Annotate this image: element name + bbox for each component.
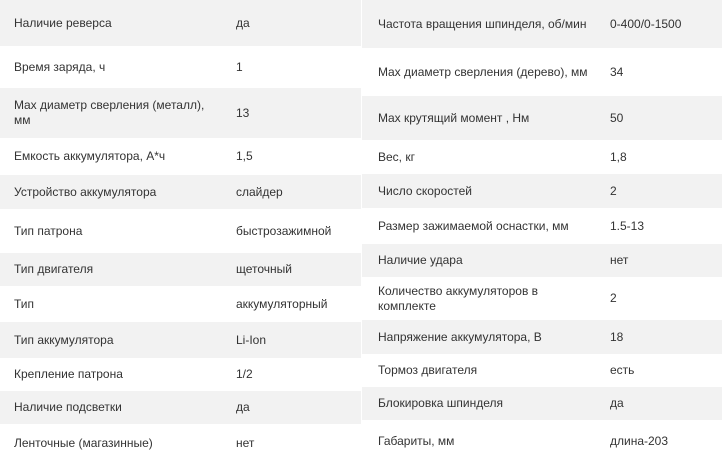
table-row — [0, 209, 361, 253]
table-row — [0, 138, 361, 175]
spec-label: Тормоз двигателя — [378, 363, 478, 377]
spec-label: Число скоростей — [378, 183, 472, 198]
table-row — [0, 424, 361, 462]
spec-label: Наличие удара — [378, 253, 463, 267]
table-row — [362, 174, 722, 208]
table-row — [362, 244, 722, 277]
spec-label: Max крутящий момент , Нм — [378, 110, 530, 125]
spec-label: Габариты, мм — [378, 433, 455, 448]
spec-label: Ленточные (магазинные) — [14, 435, 153, 450]
spec-value: 1,5 — [236, 149, 253, 163]
spec-label: Частота вращения шпинделя, об/мин — [378, 16, 587, 31]
spec-label: Количество аккумуляторов в комплекте — [378, 283, 539, 313]
table-row — [362, 140, 722, 174]
spec-label: Время заряда, ч — [14, 59, 106, 74]
table-row — [0, 88, 361, 138]
table-row — [362, 420, 722, 462]
spec-value: 1,8 — [610, 149, 627, 164]
spec-label: Наличие подсветки — [14, 400, 122, 414]
table-row — [0, 322, 361, 358]
table-row — [362, 0, 722, 48]
table-row — [0, 391, 361, 424]
spec-value: щеточный — [236, 262, 292, 276]
spec-value: нет — [236, 435, 255, 450]
spec-value: 1/2 — [236, 367, 253, 381]
table-row — [0, 286, 361, 322]
spec-label: Крепление патрона — [14, 367, 123, 381]
spec-value: 50 — [610, 110, 624, 125]
spec-value: 1.5-13 — [610, 218, 645, 233]
spec-value: да — [236, 400, 250, 414]
spec-value: Li-Ion — [236, 332, 267, 347]
spec-label: Емкость аккумулятора, А*ч — [14, 149, 166, 163]
spec-value: есть — [610, 363, 635, 377]
table-row — [0, 358, 361, 391]
spec-label: Напряжение аккумулятора, В — [378, 329, 542, 344]
spec-value: быстрозажимной — [236, 223, 332, 238]
spec-value: да — [236, 15, 250, 30]
spec-label: Тип двигателя — [14, 262, 94, 276]
spec-value: 2 — [610, 291, 617, 305]
spec-value: нет — [610, 253, 629, 267]
specs-right-column — [362, 0, 722, 462]
table-row — [362, 387, 722, 420]
table-row — [362, 96, 722, 140]
spec-label: Блокировка шпинделя — [378, 396, 503, 410]
spec-label: Тип патрона — [14, 223, 83, 238]
spec-label: Устройство аккумулятора — [14, 184, 157, 199]
spec-value: 18 — [610, 329, 624, 344]
spec-value: аккумуляторный — [236, 296, 328, 311]
spec-label: Max диаметр сверления (металл), мм — [14, 98, 205, 127]
table-row — [0, 175, 361, 209]
table-row — [0, 0, 361, 46]
spec-value: 0-400/0-1500 — [610, 16, 682, 31]
spec-value: 1 — [236, 59, 243, 74]
table-row — [362, 277, 722, 320]
spec-value: 34 — [610, 64, 624, 79]
spec-value: слайдер — [236, 184, 283, 199]
spec-value: 13 — [236, 105, 250, 120]
spec-label: Max диаметр сверления (дерево), мм — [378, 64, 588, 79]
table-row — [0, 46, 361, 88]
table-row — [0, 253, 361, 286]
spec-value: да — [610, 396, 624, 410]
spec-label: Вес, кг — [378, 149, 415, 164]
spec-label: Тип аккумулятора — [14, 332, 114, 347]
spec-label: Наличие реверса — [14, 15, 112, 30]
table-row — [362, 208, 722, 244]
table-row — [362, 48, 722, 96]
spec-label: Размер зажимаемой оснастки, мм — [378, 218, 569, 233]
spec-value: длина-203 — [610, 433, 669, 448]
spec-label: Тип — [14, 296, 35, 311]
spec-value: 2 — [610, 183, 617, 198]
table-row — [362, 320, 722, 354]
table-row — [362, 354, 722, 387]
